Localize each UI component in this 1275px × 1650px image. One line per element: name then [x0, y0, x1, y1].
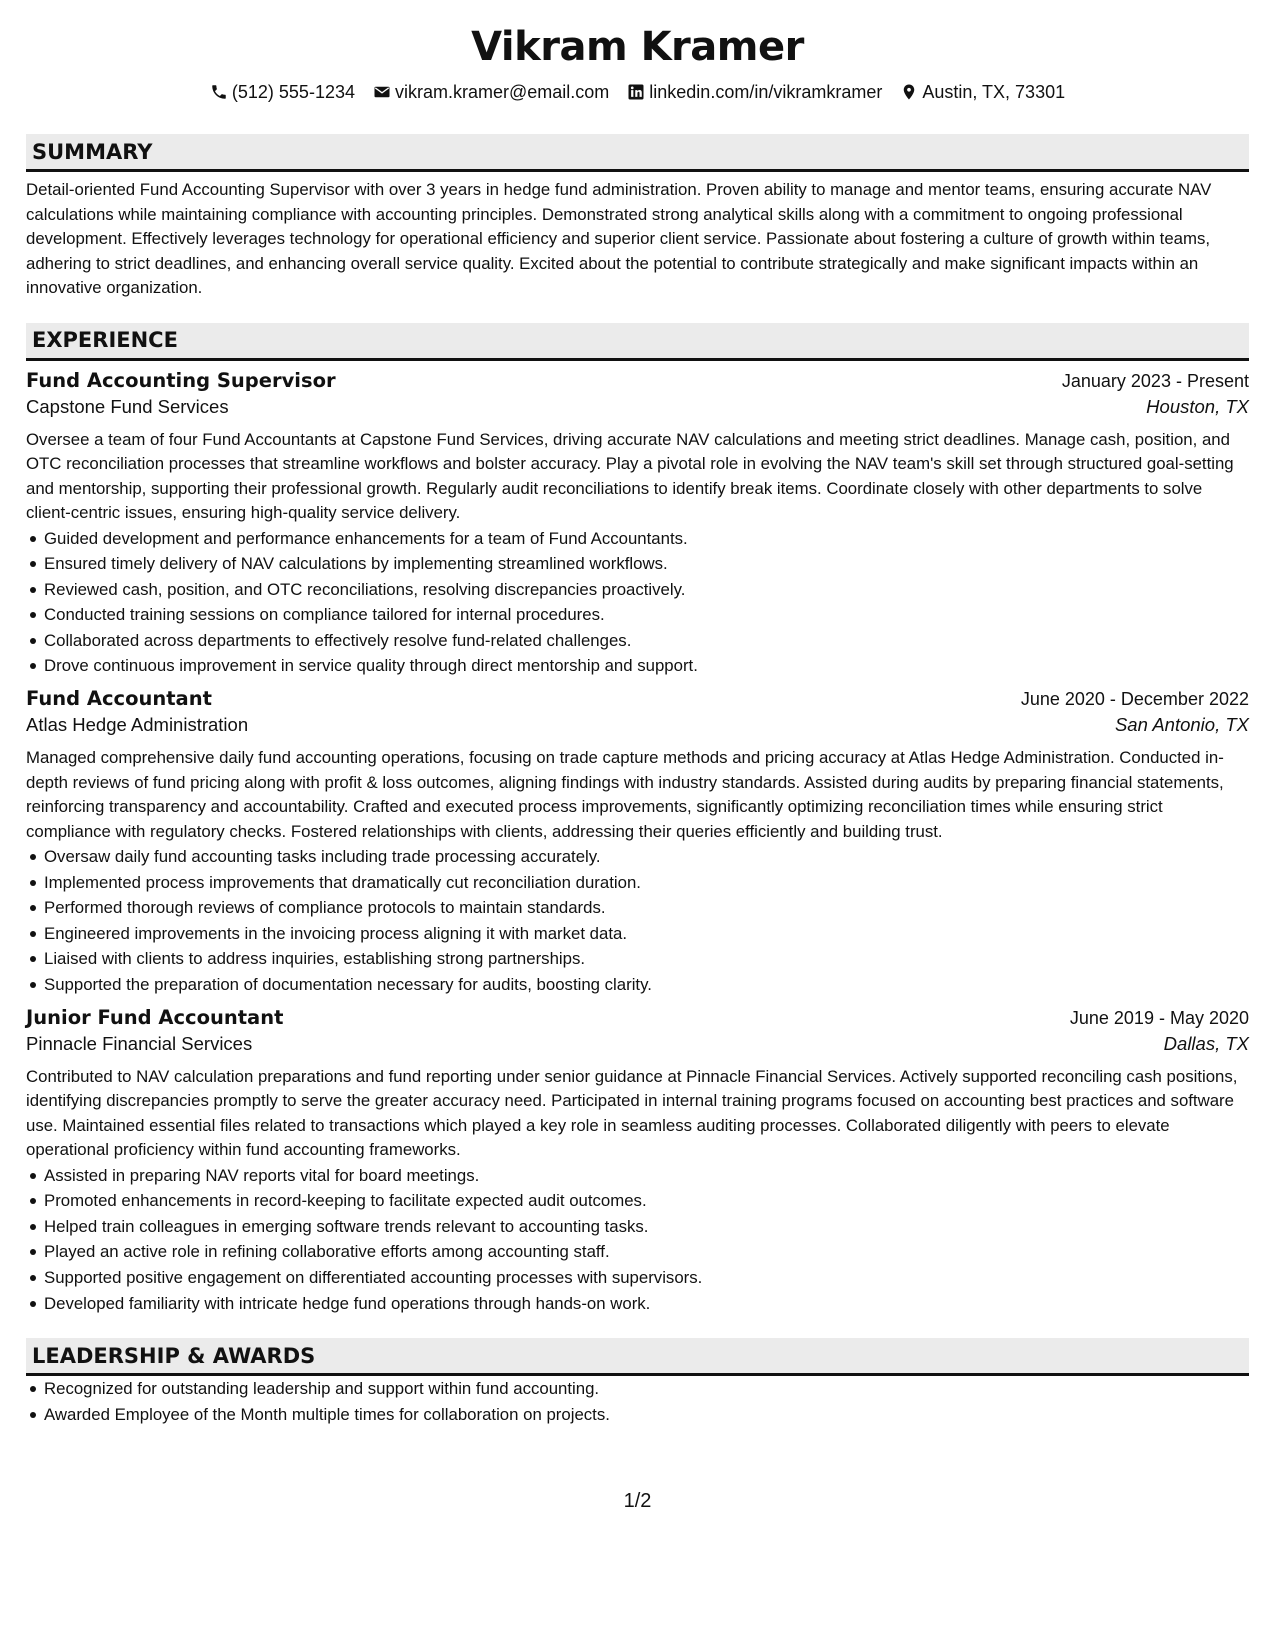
job-title: Fund Accountant [26, 687, 212, 711]
job-bullets [26, 526, 1249, 680]
contact-location [900, 82, 1065, 103]
job-location: Dallas, TX [1163, 1032, 1249, 1054]
job-location: San Antonio, TX [1114, 714, 1249, 736]
list-item: Guided development and performance enhancements for a team of Fund Accountants. [26, 526, 1249, 552]
job-entry [26, 369, 1249, 680]
job-title: Junior Fund Accountant [26, 1005, 284, 1029]
job-dates: June 2020 - December 2022 [1020, 689, 1249, 710]
list-item: Liaised with clients to address inquiries, establishing strong partnerships. [26, 946, 1249, 972]
section-heading-leadership: LEADERSHIP & AWARDS [26, 1338, 1249, 1376]
contact-linkedin[interactable] [627, 82, 882, 103]
list-item: Supported positive engagement on differentiated accounting processes with supervisors. [26, 1265, 1249, 1291]
list-item: Helped train colleagues in emerging software trends relevant to accounting tasks. [26, 1214, 1249, 1240]
list-item: Ensured timely delivery of NAV calculations by implementing streamlined workflows. [26, 551, 1249, 577]
contact-phone [210, 82, 355, 103]
envelope-icon [373, 83, 391, 101]
job-bullets [26, 1163, 1249, 1317]
page-indicator: 1/2 [623, 1490, 652, 1512]
contact-email[interactable] [373, 82, 609, 103]
job-location: Houston, TX [1146, 395, 1249, 417]
list-item: Played an active role in refining collaborative efforts among accounting staff. [26, 1239, 1249, 1265]
list-item: Performed thorough reviews of compliance protocols to maintain standards. [26, 895, 1249, 921]
list-item: Developed familiarity with intricate hedge fund operations through hands-on work. [26, 1291, 1249, 1317]
list-item: Collaborated across departments to effectively resolve fund-related challenges. [26, 628, 1249, 654]
job-company: Atlas Hedge Administration [26, 714, 249, 736]
location-text: Austin, TX, 73301 [922, 81, 1066, 102]
job-entry [26, 1006, 1249, 1317]
list-item: Reviewed cash, position, and OTC reconciliations, resolving discrepancies proactively. [26, 577, 1249, 603]
job-entry [26, 687, 1249, 998]
map-pin-icon [900, 83, 918, 101]
job-dates: June 2019 - May 2020 [1069, 1007, 1249, 1028]
job-description: Contributed to NAV calculation preparations and fund reporting under senior guidance at Pinnacle Financial Services. Actively supported reconciling cash positions, identifying discrepancies promptly to serve the greater accuracy need. Participated in internal training programs focused on accounting best practices and software use. Maintained essential files related to transactions which played a key role in seamless auditing processes. Collaborated diligently with peers to elevate operational proficiency within fund accounting frameworks. [26, 1066, 1238, 1160]
job-company: Pinnacle Financial Services [26, 1032, 253, 1054]
job-description: Managed comprehensive daily fund accounting operations, focusing on trade capture methods and pricing accuracy at Atlas Hedge Administration. Conducted in-depth reviews of fund pricing along with profit & loss outcomes, aligning findings with industry standards. Assisted during audits by preparing financial statements, reinforcing transparency and accountability. Crafted and executed process improvements, significantly optimizing reconciliation times while ensuring strict compliance with regulatory checks. Fostered relationships with clients, addressing their queries efficiently and building trust. [26, 748, 1224, 841]
contact-bar [26, 76, 1249, 108]
job-dates: January 2023 - Present [1061, 370, 1249, 391]
list-item: Supported the preparation of documentation necessary for audits, boosting clarity. [26, 972, 1249, 998]
section-heading-experience: EXPERIENCE [26, 323, 1249, 361]
list-item: Awarded Employee of the Month multiple times for collaboration on projects. [26, 1402, 1249, 1428]
list-item: Oversaw daily fund accounting tasks including trade processing accurately. [26, 844, 1249, 870]
job-company: Capstone Fund Services [26, 395, 229, 417]
email-text: vikram.kramer@email.com [394, 81, 610, 102]
awards-bullets [26, 1376, 1249, 1427]
list-item: Promoted enhancements in record-keeping to facilitate expected audit outcomes. [26, 1188, 1249, 1214]
list-item: Engineered improvements in the invoicing process aligning it with market data. [26, 921, 1249, 947]
list-item: Implemented process improvements that dramatically cut reconciliation duration. [26, 870, 1249, 896]
list-item: Assisted in preparing NAV reports vital for board meetings. [26, 1163, 1249, 1189]
list-item: Drove continuous improvement in service quality through direct mentorship and support. [26, 653, 1249, 679]
phone-text: (512) 555-1234 [231, 81, 355, 102]
summary-text: Detail-oriented Fund Accounting Supervisor with over 3 years in hedge fund administration. Proven ability to manage and mentor teams, ensuring accurate NAV calculations while maintaining compliance with accounting principles. Demonstrated strong analytical skills along with a commitment to ongoing professional development. Effectively leverages technology for operational efficiency and superior client service. Passionate about fostering a culture of growth within teams, adhering to strict deadlines, and enhancing overall service quality. Excited about the potential to contribute strategically and make significant impacts within an innovative organization. [26, 180, 1212, 297]
linkedin-text: linkedin.com/in/vikramkramer [649, 81, 883, 102]
candidate-name: Vikram Kramer [471, 24, 804, 70]
section-heading-summary: SUMMARY [26, 134, 1249, 172]
job-title: Fund Accounting Supervisor [26, 368, 336, 392]
job-bullets [26, 844, 1249, 998]
list-item: Conducted training sessions on compliance tailored for internal procedures. [26, 602, 1249, 628]
phone-icon [210, 83, 228, 101]
list-item: Recognized for outstanding leadership and support within fund accounting. [26, 1376, 1249, 1402]
linkedin-icon [627, 83, 645, 101]
job-description: Oversee a team of four Fund Accountants at Capstone Fund Services, driving accurate NAV calculations and meeting strict deadlines. Manage cash, position, and OTC reconciliation processes that streamline workflows and bolster accuracy. Play a pivotal role in evolving the NAV team's skill set through structured goal-setting and mentorship, supporting their professional growth. Regularly audit reconciliations to identify break items. Coordinate closely with other departments to solve client-centric issues, ensuring high-quality service delivery. [26, 429, 1234, 522]
